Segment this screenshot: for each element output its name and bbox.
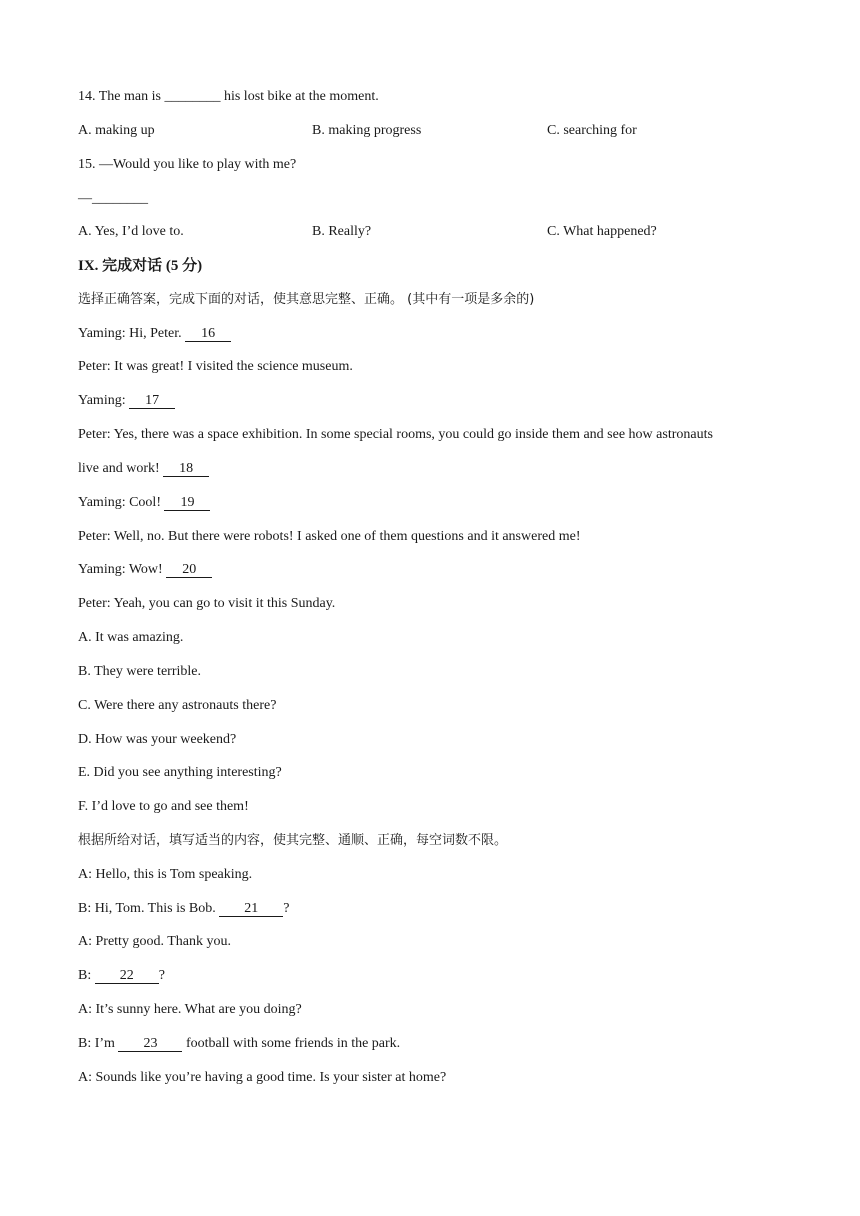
dialogue-1-line-9: Peter: Yeah, you can go to visit it this Sunday. <box>78 596 336 611</box>
question-14-option-a: A. making up <box>78 123 155 138</box>
question-15-reply-blank: —________ <box>78 191 148 206</box>
dialogue-1-line-2: Peter: It was great! I visited the science museum. <box>78 359 353 374</box>
choice-a: A. It was amazing. <box>78 630 184 645</box>
blank-20: 20 <box>166 562 212 578</box>
blank-17: 17 <box>129 393 175 409</box>
question-14-options <box>78 122 790 140</box>
choice-e: E. Did you see anything interesting? <box>78 765 282 780</box>
dialogue-2-line-1: A: Hello, this is Tom speaking. <box>78 867 253 882</box>
dialogue-1-line-6: Yaming: Cool! 19 <box>78 494 210 512</box>
blank-22: 22 <box>95 968 159 984</box>
question-14-option-b: B. making progress <box>312 123 422 138</box>
dialogue-2-line-5: A: It’s sunny here. What are you doing? <box>78 1002 302 1017</box>
question-14-text-before: 14. The man is <box>78 89 165 104</box>
question-15-stem: 15. —Would you like to play with me? <box>78 157 297 172</box>
question-15-option-b: B. Really? <box>312 224 372 239</box>
question-15-options <box>78 223 790 241</box>
question-14-stem <box>78 88 379 106</box>
blank-19: 19 <box>164 495 210 511</box>
dialogue-1-line-7: Peter: Well, no. But there were robots! I asked one of them questions and it answered me! <box>78 529 581 544</box>
choice-d: D. How was your weekend? <box>78 732 237 747</box>
dialogue-2-line-6: B: I’m 23 football with some friends in the park. <box>78 1036 401 1051</box>
blank-23: 23 <box>118 1036 182 1052</box>
section-9-title: IX. 完成对话 (5 分) <box>78 258 203 274</box>
choice-b: B. They were terrible. <box>78 664 201 679</box>
dialogue-2-line-3: A: Pretty good. Thank you. <box>78 934 231 949</box>
dialogue-2-line-2: B: Hi, Tom. This is Bob. 21 ? <box>78 901 290 916</box>
question-14-option-c: C. searching for <box>547 123 637 138</box>
dialogue-1-line-5: live and work! 18 <box>78 460 209 478</box>
dialogue-1-line-4: Peter: Yes, there was a space exhibition. In some special rooms, you could go inside them and see how astronauts <box>78 427 713 442</box>
blank-16: 16 <box>185 326 231 342</box>
section-fill-instruction: 根据所给对话，填写适当的内容，使其完整、通顺、正确，每空词数不限。 <box>78 833 508 848</box>
question-15-option-c: C. What happened? <box>547 224 657 239</box>
section-9-instruction: 选择正确答案，完成下面的对话，使其意思完整、正确。 (其中有一项是多余的) <box>78 292 535 307</box>
choice-c: C. Were there any astronauts there? <box>78 698 277 713</box>
blank-21: 21 <box>219 901 283 917</box>
dialogue-2-line-7: A: Sounds like you’re having a good time. Is your sister at home? <box>78 1070 447 1085</box>
choice-f: F. I’d love to go and see them! <box>78 799 249 814</box>
dialogue-1-line-1: Yaming: Hi, Peter. 16 <box>78 325 231 343</box>
question-14-text-after: his lost bike at the moment. <box>220 89 379 104</box>
dialogue-2-line-4: B: 22 ? <box>78 968 165 983</box>
blank-18: 18 <box>163 461 209 477</box>
question-14-blank: ________ <box>164 89 221 104</box>
question-15-option-a: A. Yes, I’d love to. <box>78 224 184 239</box>
dialogue-1-line-3: Yaming: 17 <box>78 392 175 410</box>
dialogue-1-line-8: Yaming: Wow! 20 <box>78 561 212 579</box>
